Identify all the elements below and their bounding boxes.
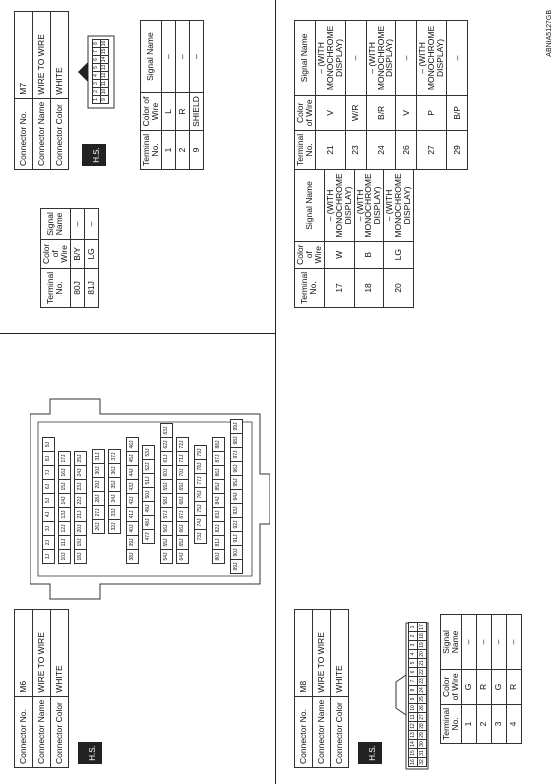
connector-pin: 56J <box>160 521 173 536</box>
m7-info-table <box>14 11 69 170</box>
connector-pin: 8 <box>408 685 418 695</box>
signal-name-cell: – <box>189 21 203 93</box>
connector-pin: 1 <box>92 95 101 104</box>
connector-pin: 21 <box>417 658 427 668</box>
m7-label-name: Connector Name <box>33 98 51 169</box>
m8c-header-terminal: Terminal No. <box>295 130 316 169</box>
m6-connector-no: M6 <box>15 609 33 696</box>
connector-pin: 47J <box>142 529 155 544</box>
connector-pin: 4 <box>92 71 101 80</box>
terminal-cell: 1 <box>161 130 175 169</box>
connector-pin: 96J <box>230 461 243 476</box>
wire-color-cell: V <box>315 95 345 130</box>
signal-name-cell: – (WITH MONOCHROME DISPLAY) <box>315 21 345 96</box>
connector-pin: 40J <box>126 521 139 536</box>
connector-pin: 65J <box>176 535 189 550</box>
m7-connector-no: M7 <box>15 11 33 98</box>
m8-hs-icon <box>358 742 382 764</box>
connector-pin: 16J <box>58 465 71 480</box>
m6-header-terminal: Terminal No. <box>41 268 71 307</box>
table-row <box>417 21 447 170</box>
table-row <box>324 170 354 308</box>
table-row <box>447 21 468 170</box>
connector-pin: 3 <box>408 640 418 650</box>
connector-pin: 7J <box>42 465 55 480</box>
connector-pin: 50J <box>142 487 155 502</box>
connector-pin: 59J <box>160 479 173 494</box>
m6-signal-table <box>40 208 99 308</box>
connector-pin: 53J <box>142 445 155 460</box>
m7-hs-text: H.S. <box>92 147 101 163</box>
terminal-cell: 9 <box>189 130 203 169</box>
connector-pin: 7 <box>408 676 418 686</box>
connector-pin: 75J <box>194 501 207 516</box>
connector-pin: 55J <box>160 535 173 550</box>
connector-pin: 52J <box>142 459 155 474</box>
connector-pin: 17J <box>58 451 71 466</box>
m7-label-no: Connector No. <box>15 98 33 169</box>
connector-pin: 18 <box>417 631 427 641</box>
connector-pin: 5 <box>92 63 101 72</box>
signal-name-cell: – (WITH MONOCHROME DISPLAY) <box>324 170 354 241</box>
connector-pin: 76J <box>194 487 207 502</box>
m8b-header-terminal: Terminal No. <box>295 268 325 307</box>
connector-pin: 74J <box>194 515 207 530</box>
table-row <box>461 615 476 744</box>
connector-pin: 37J <box>108 449 121 464</box>
terminal-cell: 23 <box>345 130 366 169</box>
connector-pin: 54J <box>160 549 173 564</box>
wire-color-cell: P <box>417 95 447 130</box>
wire-color-cell: SHIELD <box>189 93 203 131</box>
connector-pin: 30J <box>92 463 105 478</box>
signal-name-cell: – <box>345 21 366 96</box>
connector-pin: 2 <box>408 631 418 641</box>
table-row <box>345 21 366 170</box>
table-row <box>366 21 396 170</box>
figure-code: ABNIA5127GB <box>546 10 553 57</box>
table-row <box>70 209 84 308</box>
m8c-header-signal: Signal Name <box>295 21 316 96</box>
table-row <box>84 209 98 308</box>
connector-pin: 16 <box>408 757 418 767</box>
table-row <box>189 21 203 170</box>
connector-pin: 6J <box>42 479 55 494</box>
connector-pin: 42J <box>126 493 139 508</box>
terminal-cell: 18 <box>354 268 384 307</box>
connector-pin: 32 <box>417 757 427 767</box>
connector-pin: 22J <box>74 493 87 508</box>
wire-color-cell: B/Y <box>70 239 84 268</box>
m7-header-color: Color of Wire <box>141 93 162 131</box>
connector-pin: 33J <box>108 505 121 520</box>
connector-pin: 7 <box>92 47 101 56</box>
wire-color-cell: W <box>324 241 354 268</box>
signal-name-cell: – <box>70 209 84 240</box>
m6-info-table <box>14 609 69 768</box>
connector-pin: 11 <box>408 712 418 722</box>
terminal-cell: 2 <box>476 704 491 743</box>
connector-pin: 8J <box>42 451 55 466</box>
connector-pin: 18J <box>74 549 87 564</box>
connector-pin: 89J <box>230 559 243 574</box>
connector-pin: 17 <box>417 622 427 632</box>
connector-pin: 5 <box>408 658 418 668</box>
connector-pin: 29 <box>417 730 427 740</box>
connector-pin: 93J <box>230 503 243 518</box>
wire-color-cell: LG <box>384 241 414 268</box>
connector-pin: 29J <box>92 477 105 492</box>
connector-pin: 9 <box>100 95 109 104</box>
connector-pin: 69J <box>176 479 189 494</box>
connector-pin: 90J <box>230 545 243 560</box>
connector-pin: 13J <box>58 507 71 522</box>
connector-pin: 13 <box>408 730 418 740</box>
m8-connector-diagram <box>392 620 432 770</box>
terminal-cell: 17 <box>324 268 354 307</box>
m8-connector-color: WHITE <box>331 609 349 696</box>
m7-header-signal: Signal Name <box>141 21 162 93</box>
connector-pin: 10J <box>58 549 71 564</box>
wire-color-cell: G <box>491 669 506 704</box>
connector-pin: 78J <box>194 459 207 474</box>
connector-pin: 31 <box>417 748 427 758</box>
m6-connector-name: WIRE TO WIRE <box>33 609 51 696</box>
table-row <box>315 21 345 170</box>
connector-pin: 26 <box>417 703 427 713</box>
wire-color-cell: B/R <box>366 95 396 130</box>
connector-pin: 3 <box>92 79 101 88</box>
terminal-cell: 81J <box>84 268 98 307</box>
connector-pin: 63J <box>160 423 173 438</box>
m6-hs-text: H.S. <box>88 745 97 761</box>
connector-pin: 2 <box>92 87 101 96</box>
m7-connector-name: WIRE TO WIRE <box>33 11 51 98</box>
connector-pin: 24J <box>74 465 87 480</box>
m6-header-color: Color of Wire <box>41 239 71 268</box>
terminal-cell: 29 <box>447 130 468 169</box>
m8-label-color: Connector Color <box>331 696 349 767</box>
wire-color-cell: R <box>506 669 521 704</box>
terminal-cell: 21 <box>315 130 345 169</box>
table-row <box>384 170 414 308</box>
m6-hs-icon <box>78 742 102 764</box>
signal-name-cell: – (WITH MONOCHROME DISPLAY) <box>366 21 396 96</box>
connector-pin: 38J <box>126 549 139 564</box>
m8c-header-color: Color of Wire <box>295 95 316 130</box>
vertical-divider-top <box>0 333 275 334</box>
connector-pin: 4 <box>408 649 418 659</box>
m8-signal-table <box>440 614 522 744</box>
connector-pin: 58J <box>160 493 173 508</box>
connector-pin: 22 <box>417 667 427 677</box>
connector-pin: 61J <box>160 451 173 466</box>
connector-pin: 15J <box>58 479 71 494</box>
connector-pin: 41J <box>126 507 139 522</box>
connector-pin: 44J <box>126 465 139 480</box>
connector-pin: 10 <box>101 88 107 95</box>
table-row <box>506 615 521 744</box>
connector-pin: 9 <box>408 694 418 704</box>
connector-pin: 86J <box>212 465 225 480</box>
connector-pin: 32J <box>108 519 121 534</box>
m7-label-color: Connector Color <box>51 98 69 169</box>
m7-header-terminal: Terminal No. <box>141 130 162 169</box>
connector-pin: 16 <box>101 40 107 47</box>
connector-pin: 85J <box>212 479 225 494</box>
m8b-header-signal: Signal Name <box>295 170 325 241</box>
connector-pin: 98J <box>230 433 243 448</box>
connector-pin: 9J <box>42 437 55 452</box>
connector-pin: 34J <box>108 491 121 506</box>
connector-pin: 62J <box>160 437 173 452</box>
connector-pin: 25 <box>417 694 427 704</box>
terminal-cell: 24 <box>366 130 396 169</box>
terminal-cell: 2 <box>175 130 189 169</box>
connector-pin: 6 <box>92 55 101 64</box>
connector-pin: 99J <box>230 419 243 434</box>
connector-pin: 28 <box>417 721 427 731</box>
signal-name-cell: – <box>491 615 506 670</box>
connector-pin: 23J <box>74 479 87 494</box>
signal-name-cell: – <box>461 615 476 670</box>
m8-signal-table-3 <box>294 20 468 170</box>
connector-pin: 45J <box>126 451 139 466</box>
connector-pin: 23 <box>417 676 427 686</box>
connector-pin: 11 <box>101 80 107 87</box>
table-row <box>175 21 189 170</box>
connector-pin: 27 <box>417 712 427 722</box>
connector-pin: 51J <box>142 473 155 488</box>
m7-signal-table <box>140 20 204 170</box>
m8-header-signal: Signal Name <box>441 615 462 670</box>
connector-pin: 67J <box>176 507 189 522</box>
connector-pin: 46J <box>126 437 139 452</box>
connector-pin: 15 <box>408 748 418 758</box>
connector-pin: 14 <box>408 739 418 749</box>
connector-pin: 10 <box>408 703 418 713</box>
connector-pin: 60J <box>160 465 173 480</box>
table-row <box>354 170 384 308</box>
connector-pin: 12 <box>408 721 418 731</box>
signal-name-cell: – (WITH MONOCHROME DISPLAY) <box>384 170 414 241</box>
connector-pin: 79J <box>194 445 207 460</box>
m6-header-signal: Signal Name <box>41 209 71 240</box>
label-connector-name: Connector Name <box>33 696 51 767</box>
label-connector-color: Connector Color <box>51 696 69 767</box>
connector-pin: 1 <box>408 622 418 632</box>
m8-hs-text: H.S. <box>368 745 377 761</box>
m8-header-terminal: Terminal No. <box>441 704 462 743</box>
connector-pin: 83J <box>212 507 225 522</box>
connector-pin: 19J <box>74 535 87 550</box>
connector-pin: 4J <box>42 507 55 522</box>
m8-signal-table-2 <box>294 169 414 308</box>
connector-pin: 25J <box>74 451 87 466</box>
m8-info-table <box>294 609 349 768</box>
label-connector-no: Connector No. <box>15 696 33 767</box>
signal-name-cell: – <box>447 21 468 96</box>
m6-connector-diagram <box>30 394 270 604</box>
connector-pin: 92J <box>230 517 243 532</box>
connector-pin: 94J <box>230 489 243 504</box>
table-row <box>491 615 506 744</box>
connector-pin: 28J <box>92 491 105 506</box>
terminal-cell: 20 <box>384 268 414 307</box>
signal-name-cell: – <box>84 209 98 240</box>
m7-hs-icon <box>82 144 106 166</box>
m8-connector-no: M8 <box>295 609 313 696</box>
connector-pin: 97J <box>230 447 243 462</box>
connector-pin: 14 <box>101 56 107 63</box>
connector-pin: 80J <box>212 549 225 564</box>
signal-name-cell: – <box>161 21 175 93</box>
connector-pin: 26J <box>92 519 105 534</box>
terminal-cell: 80J <box>70 268 84 307</box>
connector-pin: 68J <box>176 493 189 508</box>
signal-name-cell: – <box>175 21 189 93</box>
connector-pin: 13 <box>101 64 107 71</box>
connector-pin: 49J <box>142 501 155 516</box>
connector-pin: 64J <box>176 549 189 564</box>
connector-pin: 72J <box>176 437 189 452</box>
m8-label-name: Connector Name <box>313 696 331 767</box>
terminal-cell: 3 <box>491 704 506 743</box>
connector-pin: 73J <box>194 529 207 544</box>
connector-pin: 91J <box>230 531 243 546</box>
signal-name-cell: – <box>476 615 491 670</box>
connector-pin: 2J <box>42 535 55 550</box>
signal-name-cell: – (WITH MONOCHROME DISPLAY) <box>354 170 384 241</box>
connector-pin: 95J <box>230 475 243 490</box>
m7-connector-color: WHITE <box>51 11 69 98</box>
connector-pin: 20J <box>74 521 87 536</box>
connector-pin: 87J <box>212 451 225 466</box>
wire-color-cell: R <box>175 93 189 131</box>
m8-connector-name: WIRE TO WIRE <box>313 609 331 696</box>
connector-pin: 70J <box>176 465 189 480</box>
terminal-cell: 26 <box>396 130 417 169</box>
connector-pin: 48J <box>142 515 155 530</box>
connector-pin: 82J <box>212 521 225 536</box>
connector-pin: 84J <box>212 493 225 508</box>
terminal-cell: 27 <box>417 130 447 169</box>
connector-pin: 15 <box>101 48 107 55</box>
connector-pin: 20 <box>417 649 427 659</box>
connector-pin: 35J <box>108 477 121 492</box>
connector-pin: 77J <box>194 473 207 488</box>
connector-pin: 14J <box>58 493 71 508</box>
connector-pin: 3J <box>42 521 55 536</box>
connector-pin: 81J <box>212 535 225 550</box>
connector-pin: 39J <box>126 535 139 550</box>
table-row <box>396 21 417 170</box>
connector-pin: 24 <box>417 685 427 695</box>
m7-connector-diagram <box>78 32 118 112</box>
signal-name-cell: – <box>396 21 417 96</box>
m6-connector-color: WHITE <box>51 609 69 696</box>
connector-pin: 19 <box>417 640 427 650</box>
horizontal-divider <box>275 0 276 784</box>
m8-header-color: Color of Wire <box>441 669 462 704</box>
table-row <box>161 21 175 170</box>
wire-color-cell: G <box>461 669 476 704</box>
connector-pin: 31J <box>92 449 105 464</box>
connector-pin: 5J <box>42 493 55 508</box>
signal-name-cell: – <box>506 615 521 670</box>
connector-pin: 88J <box>212 437 225 452</box>
connector-pin: 6 <box>408 667 418 677</box>
m8-label-no: Connector No. <box>295 696 313 767</box>
connector-pin: 8 <box>92 39 101 48</box>
connector-pin: 57J <box>160 507 173 522</box>
connector-pin: 12J <box>58 521 71 536</box>
connector-pin: 71J <box>176 451 189 466</box>
wire-color-cell: V <box>396 95 417 130</box>
connector-pin: 36J <box>108 463 121 478</box>
wire-color-cell: B <box>354 241 384 268</box>
connector-pin: 43J <box>126 479 139 494</box>
table-row <box>476 615 491 744</box>
terminal-cell: 1 <box>461 704 476 743</box>
connector-pin: 30 <box>417 739 427 749</box>
wire-color-cell: W/R <box>345 95 366 130</box>
wire-color-cell: L <box>161 93 175 131</box>
connector-pin: 1J <box>42 549 55 564</box>
connector-pin: 27J <box>92 505 105 520</box>
signal-name-cell: – (WITH MONOCHROME DISPLAY) <box>417 21 447 96</box>
connector-pin: 66J <box>176 521 189 536</box>
wire-color-cell: LG <box>84 239 98 268</box>
connector-pin: 21J <box>74 507 87 522</box>
connector-pin: 12 <box>101 72 107 79</box>
wire-color-cell: R <box>476 669 491 704</box>
connector-pin: 11J <box>58 535 71 550</box>
wire-color-cell: B/P <box>447 95 468 130</box>
terminal-cell: 4 <box>506 704 521 743</box>
m8b-header-color: Color of Wire <box>295 241 325 268</box>
